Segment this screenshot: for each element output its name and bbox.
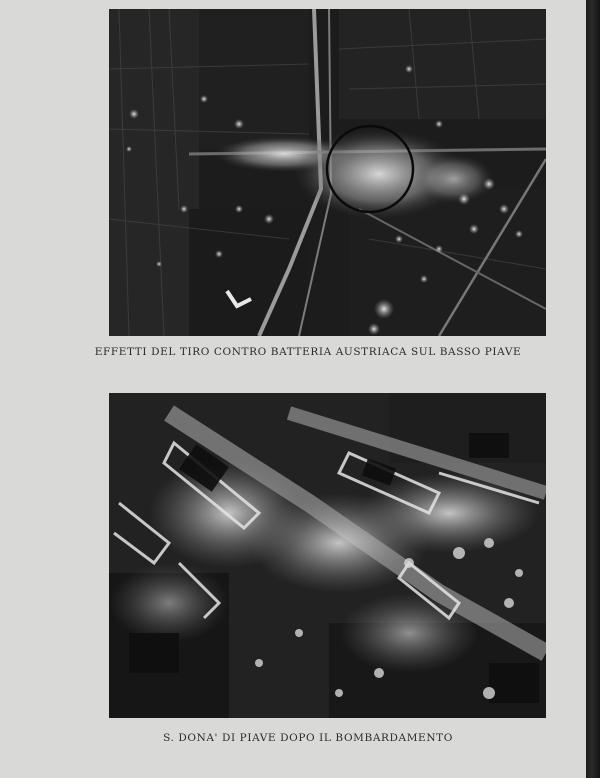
aerial-photo-san-dona-di-piave [109,393,546,718]
aerial-photo-counter-battery [109,9,546,336]
aerial-photo-1-image [109,9,546,336]
figure-caption-2: S. DONA' DI PIAVE DOPO IL BOMBARDAMENTO [163,732,453,744]
figure-caption-1: EFFETTI DEL TIRO CONTRO BATTERIA AUSTRIACA SUL BASSO PIAVE [94,346,522,358]
aerial-photo-2-image [109,393,546,718]
book-spine-shadow [586,0,600,778]
